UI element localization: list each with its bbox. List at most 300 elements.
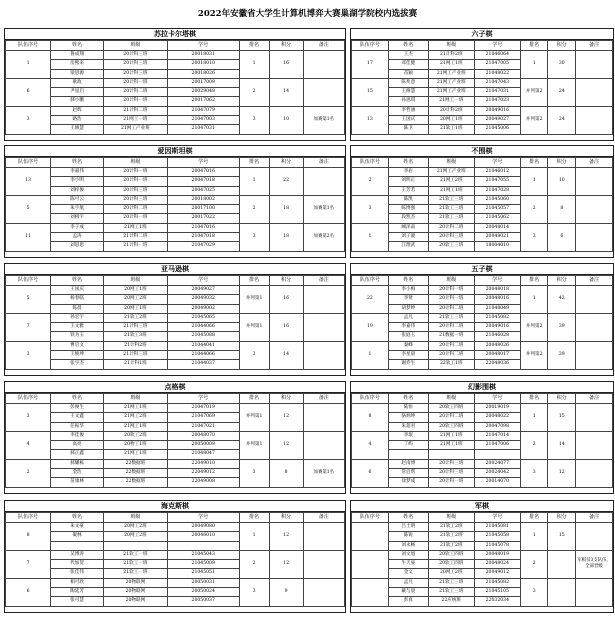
results-table xyxy=(5,275,345,370)
team-rank: 并列第2 xyxy=(520,341,548,369)
member-class: 21软工三班 xyxy=(428,578,474,587)
section-panel xyxy=(4,263,346,376)
column-header: 积分 xyxy=(269,276,303,286)
member-class: 21计科2班 xyxy=(103,341,167,350)
column-header: 学号 xyxy=(167,394,239,404)
team-note xyxy=(303,78,344,106)
team-note xyxy=(576,578,613,606)
team-rank: 并列第2 xyxy=(520,313,548,341)
member-class: 21网工一班 xyxy=(428,97,474,106)
member-class: 20计科二班 xyxy=(428,341,474,350)
member-class: 22应统班 xyxy=(428,597,474,606)
column-header: 积分 xyxy=(269,513,303,523)
team-note xyxy=(576,341,613,369)
table-row xyxy=(6,523,345,532)
table-row xyxy=(6,459,345,468)
member-student-id: 21047016 xyxy=(167,223,239,232)
member-class: 20计科一班 xyxy=(103,97,167,106)
member-name: 孙宏宇 xyxy=(51,313,104,322)
column-header: 积分 xyxy=(548,41,576,51)
member-name: 常启帮 xyxy=(388,469,428,478)
member-student-id: 20048021 xyxy=(474,233,520,242)
member-name: 王杰 xyxy=(388,51,428,60)
member-class: 20计科一班 xyxy=(103,78,167,87)
member-name: 李哲涵 xyxy=(388,106,428,115)
team-score: 12 xyxy=(269,431,303,459)
member-student-id xyxy=(474,450,520,459)
member-class: 20软工四班 xyxy=(428,422,474,431)
member-student-id: 21044066 xyxy=(167,351,239,360)
member-name: 刘永畅 xyxy=(388,541,428,550)
team-rank: 3 xyxy=(239,578,269,606)
member-name xyxy=(51,541,104,550)
team-rank: 3 xyxy=(239,459,269,487)
column-header: 姓名 xyxy=(388,158,428,168)
team-note: 加赛第1名 xyxy=(303,195,344,223)
member-student-id: 20048026 xyxy=(474,341,520,350)
member-name: 李子成 xyxy=(51,223,104,232)
member-class: 21软工一班 xyxy=(103,550,167,559)
member-student-id: 20014070 xyxy=(474,478,520,487)
member-student-id: 20047018 xyxy=(167,177,239,186)
column-header: 班级 xyxy=(103,513,167,523)
member-class: 20计科三班 xyxy=(103,69,167,78)
column-header: 队伍序号 xyxy=(352,513,389,523)
table-row xyxy=(6,195,345,204)
member-student-id: 20048017 xyxy=(474,351,520,360)
section-title: 五子棋 xyxy=(351,264,613,275)
member-class: 20计科一班 xyxy=(103,177,167,186)
team-rank: 3 xyxy=(239,223,269,251)
team-rank: 2 xyxy=(520,550,548,578)
member-student-id: 21045060 xyxy=(474,195,520,204)
column-header: 姓名 xyxy=(388,513,428,523)
member-class: 21软工2班 xyxy=(428,532,474,541)
member-name: 李嘉伟 xyxy=(51,168,104,177)
team-rank: 1 xyxy=(239,51,269,79)
team-rank: 1 xyxy=(239,168,269,196)
column-header: 姓名 xyxy=(51,276,104,286)
team-number: 1 xyxy=(352,223,389,251)
team-rank: 3 xyxy=(520,578,548,606)
column-header: 学号 xyxy=(474,158,520,168)
member-class: 20计科三班 xyxy=(428,469,474,478)
member-name: 郝耀栋 xyxy=(51,459,104,468)
table-row xyxy=(352,223,613,232)
member-class: 21网工1班 xyxy=(103,223,167,232)
member-name: 陶延芳 xyxy=(51,588,104,597)
member-class: 21数据一班 xyxy=(428,332,474,341)
member-class: 20计科2班 xyxy=(428,106,474,115)
member-class: 20计科三班 xyxy=(428,459,474,468)
member-student-id: 21047019 xyxy=(167,404,239,413)
member-student-id: 20046010 xyxy=(167,532,239,541)
member-class: 20网工1班 xyxy=(103,304,167,313)
team-score: 14 xyxy=(269,341,303,369)
member-class: 22数据班 xyxy=(103,478,167,487)
member-class: 20计科三班 xyxy=(103,60,167,69)
section-title: 海克斯棋 xyxy=(5,501,345,512)
member-name: 段凯杰 xyxy=(388,214,428,223)
team-note xyxy=(303,51,344,79)
team-note: 军棋仅3支队伍，全部晋级 xyxy=(576,550,613,578)
team-note: 加赛第1名 xyxy=(303,459,344,487)
member-name: 王修慧 xyxy=(388,88,428,97)
member-name: 孟涛 xyxy=(51,233,104,242)
table-row xyxy=(352,106,613,115)
team-score: 16 xyxy=(269,286,303,314)
team-note xyxy=(576,168,613,196)
team-number: 4 xyxy=(6,431,51,459)
member-name: 陈锐 xyxy=(388,532,428,541)
member-class: 20计科三班 xyxy=(103,195,167,204)
team-score: 24 xyxy=(548,78,576,106)
team-note: 加赛第1名 xyxy=(303,106,344,134)
member-student-id: 21045058 xyxy=(474,532,520,541)
member-class: 21软工三班 xyxy=(428,205,474,214)
column-header: 学号 xyxy=(167,276,239,286)
column-header: 班级 xyxy=(103,394,167,404)
member-student-id: 21047005 xyxy=(474,60,520,69)
member-class: 20计科二班 xyxy=(428,223,474,232)
table-row xyxy=(6,550,345,559)
member-name: 相可欣 xyxy=(51,578,104,587)
team-rank: 3 xyxy=(239,341,269,369)
member-name: 王国庆 xyxy=(388,116,428,125)
team-score: 18 xyxy=(269,223,303,251)
member-student-id: 21045088 xyxy=(167,332,239,341)
team-score: 18 xyxy=(269,195,303,223)
table-row xyxy=(6,341,345,350)
member-name: 高亮 xyxy=(51,441,104,450)
member-name: 苗颖 xyxy=(388,69,428,78)
column-header: 队伍序号 xyxy=(6,158,51,168)
member-name: 郝正鑫 xyxy=(51,450,104,459)
member-name: 李岩 xyxy=(388,168,428,177)
team-score: 16 xyxy=(269,313,303,341)
table-row xyxy=(352,195,613,204)
section-title: 不围棋 xyxy=(351,146,613,157)
team-score: 8 xyxy=(269,459,303,487)
member-name: 秦峰 xyxy=(388,341,428,350)
team-note: 加赛第2名 xyxy=(303,223,344,251)
member-student-id: 20049027 xyxy=(474,116,520,125)
column-header: 班级 xyxy=(428,276,474,286)
member-class: 20网工2班 xyxy=(103,523,167,532)
team-score: 15 xyxy=(548,523,576,551)
member-name: 任振华 xyxy=(51,422,104,431)
member-class: 21网工1班 xyxy=(428,186,474,195)
member-student-id: 21045051 xyxy=(167,569,239,578)
member-student-id: 20029048 xyxy=(167,88,239,97)
table-row xyxy=(352,51,613,60)
team-score: 12 xyxy=(269,550,303,578)
member-name: 刘梓俊 xyxy=(51,186,104,195)
member-student-id: 20049012 xyxy=(474,569,520,578)
table-row xyxy=(6,168,345,177)
column-header: 班级 xyxy=(103,158,167,168)
table-row xyxy=(6,106,345,115)
member-student-id: 21047003 xyxy=(167,116,239,125)
member-student-id: 20048016 xyxy=(474,295,520,304)
member-name xyxy=(388,450,428,459)
member-student-id: 20048024 xyxy=(474,560,520,569)
member-student-id: 21044037 xyxy=(167,360,239,369)
table-row xyxy=(352,578,613,587)
member-student-id: 20017022 xyxy=(167,214,239,223)
member-class: 20计科三班 xyxy=(103,51,167,60)
column-header: 学号 xyxy=(167,158,239,168)
team-rank: 1 xyxy=(520,404,548,432)
column-header: 备注 xyxy=(576,276,613,286)
member-name: 戴与晨 xyxy=(388,588,428,597)
table-row xyxy=(6,578,345,587)
member-name: 张宇杰 xyxy=(51,360,104,369)
member-student-id: 21045081 xyxy=(474,523,520,532)
member-name: 彭俊生 xyxy=(51,404,104,413)
member-class: 21软工一班 xyxy=(103,560,167,569)
team-score: 12 xyxy=(548,459,576,487)
member-student-id: 21047023 xyxy=(474,97,520,106)
member-name: 房熙来 xyxy=(51,60,104,69)
member-name: 赵辉 xyxy=(51,106,104,115)
table-row xyxy=(352,550,613,559)
member-name: 陈可云 xyxy=(51,195,104,204)
member-student-id: 20017062 xyxy=(167,97,239,106)
column-header: 备注 xyxy=(303,276,344,286)
member-class xyxy=(428,450,474,459)
member-student-id: 20050009 xyxy=(167,441,239,450)
column-header: 学号 xyxy=(474,276,520,286)
member-name: 赵南博 xyxy=(388,459,428,468)
column-header: 班级 xyxy=(103,276,167,286)
column-header: 排名 xyxy=(239,513,269,523)
team-number: 13 xyxy=(6,168,51,196)
team-number: 4 xyxy=(352,431,389,459)
member-name: 吴博涛 xyxy=(51,550,104,559)
member-name: 王芳若 xyxy=(388,186,428,195)
team-rank: 3 xyxy=(520,459,548,487)
member-class: 20计科三班 xyxy=(428,233,474,242)
column-header: 备注 xyxy=(303,394,344,404)
member-student-id: 21047069 xyxy=(167,413,239,422)
member-class: 20计科一班 xyxy=(428,295,474,304)
member-class: 20网工2班 xyxy=(103,295,167,304)
team-number: 1 xyxy=(6,51,51,79)
team-note xyxy=(576,223,613,251)
member-student-id: 20018010 xyxy=(167,60,239,69)
member-class: 22数据班 xyxy=(103,459,167,468)
member-student-id: 18004010 xyxy=(474,242,520,251)
member-student-id: 22049010 xyxy=(167,459,239,468)
member-class: 20软工四班 xyxy=(428,550,474,559)
table-row xyxy=(352,313,613,322)
member-student-id: 21048022 xyxy=(474,69,520,78)
member-student-id: 22032034 xyxy=(474,597,520,606)
member-class: 21计科2班 xyxy=(428,51,474,60)
column-header: 积分 xyxy=(269,394,303,404)
member-student-id: 21045057 xyxy=(474,205,520,214)
member-name: 张可慧 xyxy=(51,597,104,606)
member-name: 朱超君 xyxy=(388,422,428,431)
results-table xyxy=(5,40,345,135)
member-class xyxy=(103,541,167,550)
team-number: 3 xyxy=(6,106,51,134)
member-class: 20软工四班 xyxy=(428,560,474,569)
member-class: 20网工1班 xyxy=(428,116,474,125)
member-class: 21软工三班 xyxy=(428,313,474,322)
team-number: 6 xyxy=(6,578,51,606)
member-student-id: 20047025 xyxy=(167,186,239,195)
member-class: 20网工2班 xyxy=(428,569,474,578)
member-student-id: 21047029 xyxy=(167,242,239,251)
column-header: 姓名 xyxy=(51,41,104,51)
member-name: 张佳伟 xyxy=(51,569,104,578)
team-score: 9 xyxy=(269,578,303,606)
section-panel xyxy=(350,381,614,494)
table-header-row xyxy=(352,158,613,168)
column-header: 姓名 xyxy=(51,513,104,523)
page-title: 2022年安徽省大学生计算机博弈大赛巢湖学院校内选拔赛 xyxy=(197,9,418,19)
member-name: 金浩 xyxy=(51,469,104,478)
table-header-row xyxy=(6,276,345,286)
team-rank: 3 xyxy=(239,106,269,134)
member-student-id: 20049016 xyxy=(474,106,520,115)
table-header-row xyxy=(352,394,613,404)
member-class: 20物联网 xyxy=(103,597,167,606)
table-header-row xyxy=(352,41,613,51)
member-name: 刘明正 xyxy=(388,177,428,186)
member-class: 20物工1班 xyxy=(103,441,167,450)
team-score: 14 xyxy=(269,78,303,106)
member-name: 彭真 xyxy=(388,597,428,606)
section-panel xyxy=(350,263,614,376)
team-note xyxy=(576,431,613,459)
team-score: 14 xyxy=(548,431,576,459)
table-row xyxy=(352,286,613,295)
team-score: 6 xyxy=(548,223,576,251)
team-score xyxy=(548,550,576,578)
member-student-id: 20018002 xyxy=(167,195,239,204)
team-note xyxy=(303,431,344,459)
column-header: 姓名 xyxy=(51,158,104,168)
member-name: 郝小鹏 xyxy=(51,97,104,106)
member-name: 王文鑫 xyxy=(51,413,104,422)
member-class: 21计科三班 xyxy=(103,351,167,360)
column-header: 学号 xyxy=(474,394,520,404)
column-header: 积分 xyxy=(548,158,576,168)
column-header: 备注 xyxy=(303,41,344,51)
team-rank: 2 xyxy=(520,431,548,459)
team-number: 3 xyxy=(352,195,389,223)
member-student-id: 21045009 xyxy=(167,560,239,569)
team-score: 10 xyxy=(269,106,303,134)
member-name: 张庭玉 xyxy=(388,332,428,341)
member-class: 20计科三班 xyxy=(103,186,167,195)
member-class: 21网工产业班 xyxy=(428,69,474,78)
team-score: 24 xyxy=(548,106,576,134)
column-header: 积分 xyxy=(548,394,576,404)
member-class: 21软工1班 xyxy=(428,125,474,134)
member-student-id: 21044066 xyxy=(167,323,239,332)
member-class: 21软工三班 xyxy=(428,195,474,204)
section-panel xyxy=(350,500,614,613)
member-student-id: 21048047 xyxy=(167,450,239,459)
member-name: 刘思思 xyxy=(51,242,104,251)
team-number xyxy=(352,578,389,606)
team-note xyxy=(303,286,344,314)
column-header: 备注 xyxy=(303,513,344,523)
member-class: 21网工产业班 xyxy=(428,88,474,97)
member-class: 21网工1班 xyxy=(428,60,474,69)
results-table xyxy=(5,157,345,252)
results-table xyxy=(351,275,613,370)
member-name: 刘子骏 xyxy=(388,233,428,242)
member-name: 陈卫 xyxy=(388,125,428,134)
member-student-id: 20050031 xyxy=(167,578,239,587)
column-header: 学号 xyxy=(167,41,239,51)
member-student-id: 20048022 xyxy=(474,413,520,422)
member-student-id: 20049027 xyxy=(167,286,239,295)
column-header: 队伍序号 xyxy=(352,394,389,404)
team-number: 6 xyxy=(352,459,389,487)
team-rank: 1 xyxy=(520,51,548,79)
member-class: 21网工一班 xyxy=(103,116,167,125)
column-header: 积分 xyxy=(269,158,303,168)
member-class: 21计科三班 xyxy=(103,323,167,332)
team-rank: 2 xyxy=(520,195,548,223)
member-name: 路浩 xyxy=(51,116,104,125)
team-note xyxy=(576,106,613,134)
table-row xyxy=(6,286,345,295)
section-title: 亚马逊棋 xyxy=(5,264,345,275)
results-table xyxy=(351,512,613,607)
results-table xyxy=(351,40,613,135)
member-name: 凝林 xyxy=(51,532,104,541)
section-title: 点格棋 xyxy=(5,382,345,393)
team-number: 6 xyxy=(6,78,51,106)
member-class: 21网工1班 xyxy=(103,404,167,413)
member-class: 20计科二班 xyxy=(103,205,167,214)
team-rank: 并列第2 xyxy=(520,78,548,106)
team-note xyxy=(303,523,344,551)
column-header: 队伍序号 xyxy=(6,394,51,404)
table-row xyxy=(352,404,613,413)
team-rank: 并列第2 xyxy=(520,106,548,134)
member-name: 尹星启 xyxy=(51,88,104,97)
member-student-id: 21045105 xyxy=(474,588,520,597)
member-name: 梁思源 xyxy=(51,69,104,78)
column-header: 班级 xyxy=(103,41,167,51)
member-class: 21网工1班 xyxy=(103,422,167,431)
team-score: 8 xyxy=(548,195,576,223)
table-header-row xyxy=(352,513,613,523)
member-class: 20软工2班 xyxy=(103,431,167,440)
member-student-id xyxy=(167,541,239,550)
member-class: 21软工2班 xyxy=(428,541,474,550)
member-class: 21软工三班 xyxy=(428,588,474,597)
team-score: 12 xyxy=(269,404,303,432)
member-student-id: 21046012 xyxy=(474,168,520,177)
table-header-row xyxy=(6,41,345,51)
member-name: 苗康林 xyxy=(51,478,104,487)
member-student-id: 20024077 xyxy=(474,459,520,468)
member-class: 21网工2班 xyxy=(428,177,474,186)
column-header: 队伍序号 xyxy=(352,276,389,286)
member-name: 朱文豪 xyxy=(51,523,104,532)
team-number xyxy=(352,523,389,551)
team-note xyxy=(303,550,344,578)
